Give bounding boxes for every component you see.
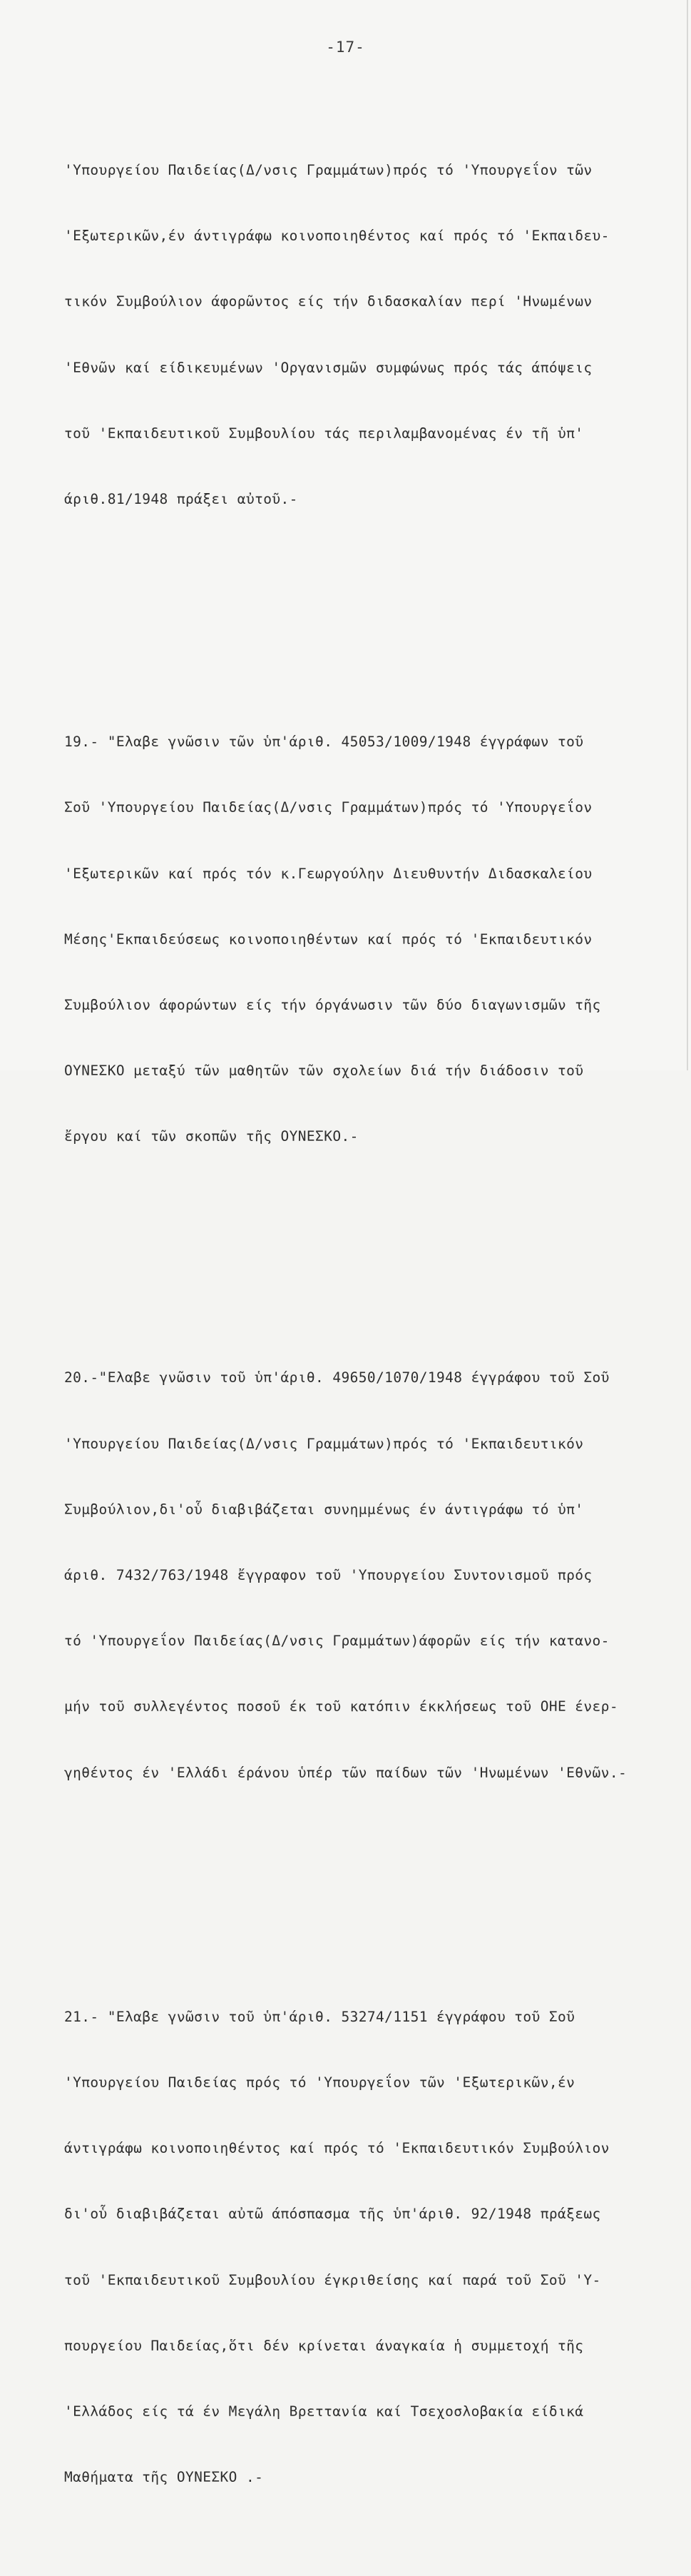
text-line: τοῦ 'Εκπαιδευτικοῦ Συμβουλίου τάς περιλαμβανομένας έν τῆ ὑπ' — [64, 425, 584, 442]
text-line: 21.- "Ελαβε γνῶσιν τοῦ ὑπ'άριθ. 53274/1151 έγγράφου τοῦ Σοῦ — [64, 2008, 575, 2025]
text-line: Μέσης'Εκπαιδεύσεως κοινοποιηθέντων καί πρός τό 'Εκπαιδευτικόν — [64, 930, 593, 948]
text-line: τό 'Υπουργεΐον Παιδείας(Δ/νσις Γραμμάτων)άφορῶν είς τήν κατανο- — [64, 1633, 610, 1650]
text-line: Συμβούλιον άφορώντων είς τήν όργάνωσιν τῶν δύο διαγωνισμῶν τῆς — [64, 996, 601, 1013]
text-line: Μαθήματα τῆς ΟΥΝΕΣΚΟ .- — [64, 2469, 264, 2486]
page-number: -17- — [326, 39, 365, 56]
text-line: ΟΥΝΕΣΚΟ μεταξύ τῶν μαθητῶν τῶν σχολείων διά τήν διάδοσιν τοῦ — [64, 1063, 584, 1080]
text-line: 'Εθνῶν καί είδικευμένων 'Οργανισμῶν συμφώνως πρός τάς άπόψεις — [64, 359, 593, 376]
text-line: πουργείου Παιδείας,ὅτι δέν κρίνεται άναγκαία ἡ συμμετοχή τῆς — [64, 2337, 584, 2354]
text-line: δι'οὗ διαβιβάζεται αὐτῶ άπόσπασμα τῆς ὑπ'άριθ. 92/1948 πράξεως — [64, 2206, 601, 2223]
text-line: άριθ. 7432/763/1948 ἔγγραφον τοῦ 'Υπουργείου Συντονισμοῦ πρός — [64, 1567, 593, 1583]
text-line: Σοῦ 'Υπουργείου Παιδείας(Δ/νσις Γραμμάτων)πρός τό 'Υπουργεΐον — [64, 799, 593, 816]
text-line: 'Εξωτερικῶν,έν άντιγράφω κοινοποιηθέντος καί πρός τό 'Εκπαιδευ- — [64, 228, 610, 245]
text-line: ἔργου καί τῶν σκοπῶν τῆς ΟΥΝΕΣΚΟ.- — [64, 1128, 359, 1145]
text-line: 20.-"Ελαβε γνῶσιν τοῦ ὑπ'άριθ. 49650/1070/1948 έγγράφου τοῦ Σοῦ — [64, 1369, 610, 1386]
text-line: άριθ.81/1948 πράξει αὐτοῦ.- — [64, 490, 298, 507]
text-line: 'Υπουργείου Παιδείας(Δ/νσις Γραμμάτων)πρός τό 'Υπουργεΐον τῶν — [64, 162, 593, 178]
paragraph-19 — [64, 693, 677, 1186]
paragraph-1 — [64, 121, 677, 549]
text-line: 'Υπουργείου Παιδείας(Δ/νσις Γραμμάτων)πρός τό 'Εκπαιδευτικόν — [64, 1435, 584, 1452]
text-line: άντιγράφω κοινοποιηθέντος καί πρός τό 'Εκπαιδευτικόν Συμβούλιον — [64, 2140, 610, 2157]
text-line: τικόν Συμβούλιον άφορῶντος είς τήν διδασκαλίαν περί 'Ηνωμένων — [64, 293, 593, 310]
paragraph-20 — [64, 1329, 677, 1822]
text-line: 'Εξωτερικῶν καί πρός τόν κ.Γεωργούλην Διευθυντήν Διδασκαλείου — [64, 865, 593, 882]
page-edge-line — [687, 0, 688, 1070]
text-line: 'Ελλάδος είς τά έν Μεγάλη Βρεττανία καί Τσεχοσλοβακία είδικά — [64, 2403, 584, 2420]
text-line: τοῦ 'Εκπαιδευτικοῦ Συμβουλίου έγκριθείσης καί παρά τοῦ Σοῦ 'Υ- — [64, 2271, 601, 2288]
text-line: Συμβούλιον,δι'οὗ διαβιβάζεται συνημμένως έν άντιγράφω τό ὑπ' — [64, 1501, 584, 1518]
text-line: 'Υπουργείου Παιδείας πρός τό 'Υπουργεΐον τῶν 'Εξωτερικῶν,έν — [64, 2074, 575, 2091]
paragraph-21 — [64, 1968, 677, 2527]
text-line: 19.- "Ελαβε γνῶσιν τῶν ὑπ'άριθ. 45053/1009/1948 έγγράφων τοῦ — [64, 734, 584, 751]
text-line: γηθέντος έν 'Ελλάδι έράνου ὑπέρ τῶν παίδων τῶν 'Ηνωμένων 'Εθνῶν.- — [64, 1764, 628, 1781]
document-body — [64, 72, 677, 2576]
text-line: μήν τοῦ συλλεγέντος ποσοῦ έκ τοῦ κατόπιν έκκλήσεως τοῦ ΟΗΕ ένερ- — [64, 1698, 618, 1715]
